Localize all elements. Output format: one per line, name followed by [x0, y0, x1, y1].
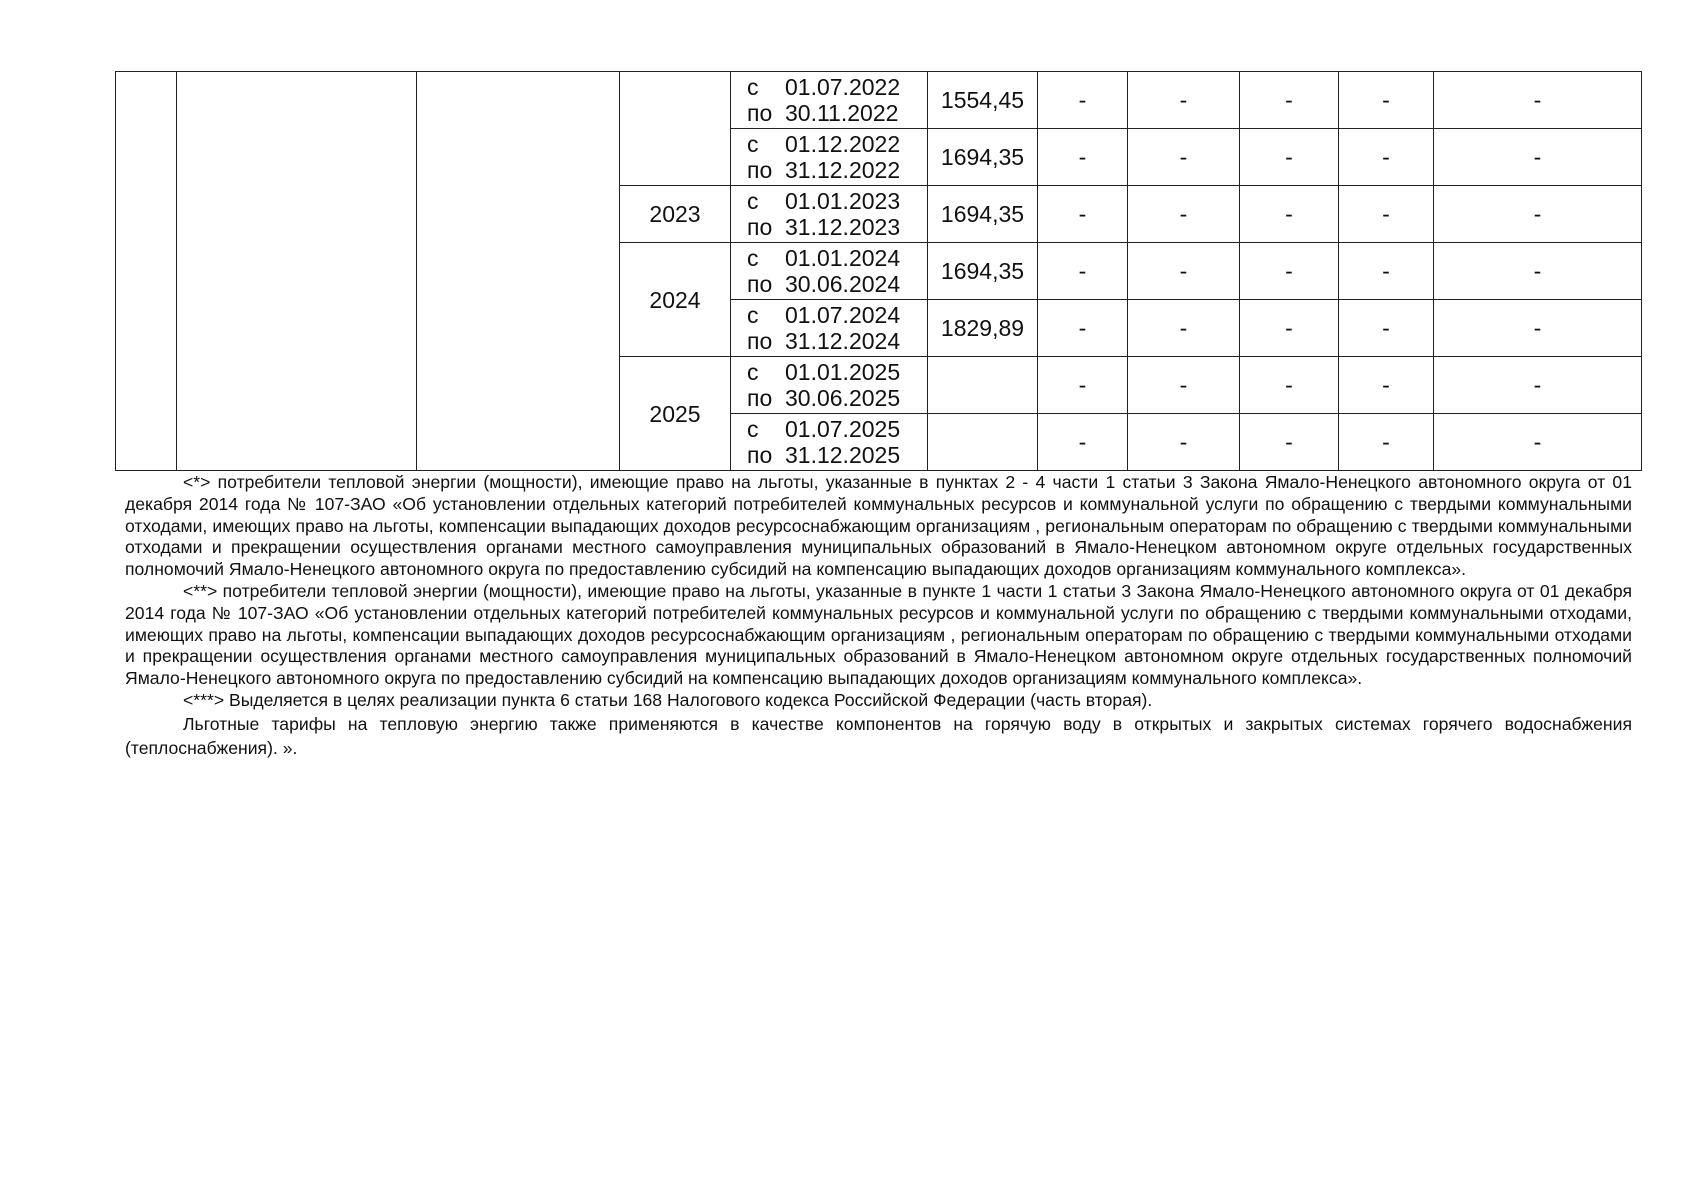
dash-cell: -: [1240, 129, 1339, 186]
year-cell: 2024: [620, 243, 731, 357]
period-cell: [731, 72, 928, 129]
dash-cell: -: [1038, 186, 1128, 243]
period-cell: [731, 186, 928, 243]
dash-cell: -: [1339, 186, 1434, 243]
footnote-one-star: <*> потребители тепловой энергии (мощности), имеющие право на льготы, указанные в пунктах 2 - 4 части 1 статьи 3 Закона Ямало-Ненецкого автономного округа от 01 декабря 2014 года № 107-ЗАО «Об установлении отдельных категорий потребителей коммунальных ресурсов и коммунальной услуги по обращению с твердыми коммунальными отходами, имеющих право на льготы, компенсации выпадающих доходов ресурсоснабжающим организациям , региональным операторам по обращению с твердыми коммунальными отходами и прекращении осуществления органами местного самоуправления муниципальных образований в Ямало-Ненецком автономном округе отдельных государственных полномочий Ямало-Ненецкого автономного округа по предоставлению субсидий на компенсацию выпадающих доходов организациям коммунального комплекса».: [125, 472, 1632, 580]
period-from-prefix: с: [747, 359, 759, 385]
dash-cell: -: [1128, 129, 1240, 186]
dash-cell: -: [1339, 72, 1434, 129]
dash-cell: -: [1038, 414, 1128, 471]
empty-cell-category: [417, 72, 620, 471]
period-to-prefix: по: [747, 442, 773, 468]
period-from-date: 01.01.2023: [785, 188, 901, 214]
dash-cell: -: [1128, 72, 1240, 129]
period-to-prefix: по: [747, 385, 773, 411]
period-from-prefix: с: [747, 74, 759, 100]
dash-cell: -: [1434, 300, 1642, 357]
period-to-date: 30.11.2022: [785, 100, 899, 126]
period-from-date: 01.12.2022: [785, 131, 901, 157]
tariff-value: 1694,35: [928, 129, 1038, 186]
tariff-value: [928, 357, 1038, 414]
dash-cell: -: [1240, 300, 1339, 357]
period-from-date: 01.07.2024: [785, 302, 901, 328]
period-cell: [731, 414, 928, 471]
period-from-prefix: с: [747, 131, 759, 157]
period-from-date: 01.07.2025: [785, 416, 901, 442]
dash-cell: -: [1434, 72, 1642, 129]
dash-cell: -: [1339, 357, 1434, 414]
dash-cell: -: [1038, 129, 1128, 186]
period-from-prefix: с: [747, 302, 759, 328]
period-to-date: 30.06.2024: [785, 271, 901, 297]
empty-cell-number: [116, 72, 177, 471]
dash-cell: -: [1128, 357, 1240, 414]
dash-cell: -: [1038, 357, 1128, 414]
tariff-table: [115, 71, 1642, 471]
period-to-prefix: по: [747, 157, 773, 183]
tariff-value: 1554,45: [928, 72, 1038, 129]
period-from-date: 01.01.2025: [785, 359, 901, 385]
dash-cell: -: [1434, 414, 1642, 471]
period-cell: [731, 357, 928, 414]
tariff-value: 1829,89: [928, 300, 1038, 357]
tariff-value: [928, 414, 1038, 471]
period-cell: [731, 300, 928, 357]
period-to-prefix: по: [747, 328, 773, 354]
dash-cell: -: [1240, 243, 1339, 300]
dash-cell: -: [1339, 300, 1434, 357]
period-cell: [731, 129, 928, 186]
dash-cell: -: [1038, 72, 1128, 129]
dash-cell: -: [1240, 357, 1339, 414]
dash-cell: -: [1434, 186, 1642, 243]
period-to-date: 31.12.2024: [785, 328, 901, 354]
tariff-value: 1694,35: [928, 243, 1038, 300]
empty-cell-year: [620, 72, 731, 186]
period-from-prefix: с: [747, 188, 759, 214]
dash-cell: -: [1434, 129, 1642, 186]
period-from-date: 01.01.2024: [785, 245, 901, 271]
period-from-prefix: с: [747, 245, 759, 271]
dash-cell: -: [1339, 129, 1434, 186]
dash-cell: -: [1128, 186, 1240, 243]
period-from-prefix: с: [747, 416, 759, 442]
tariff-value: 1694,35: [928, 186, 1038, 243]
footnotes: [125, 472, 1632, 760]
dash-cell: -: [1240, 414, 1339, 471]
dash-cell: -: [1038, 300, 1128, 357]
period-to-date: 31.12.2023: [785, 214, 901, 240]
table-row: [116, 72, 1642, 129]
period-to-prefix: по: [747, 271, 773, 297]
dash-cell: -: [1128, 300, 1240, 357]
dash-cell: -: [1240, 186, 1339, 243]
dash-cell: -: [1339, 414, 1434, 471]
year-cell: 2025: [620, 357, 731, 471]
footnote-two-star: <**> потребители тепловой энергии (мощности), имеющие право на льготы, указанные в пункте 1 части 1 статьи 3 Закона Ямало-Ненецкого автономного округа от 01 декабря 2014 года № 107-ЗАО «Об установлении отдельных категорий потребителей коммунальных ресурсов и коммунальной услуги по обращению с твердыми коммунальными отходами, имеющих право на льготы, компенсации выпадающих доходов ресурсоснабжающим организациям , региональным операторам по обращению с твердыми коммунальными отходами и прекращении осуществления органами местного самоуправления муниципальных образований в Ямало-Ненецком автономном округе отдельных государственных полномочий Ямало-Ненецкого автономного округа по предоставлению субсидий на компенсацию выпадающих доходов организациям коммунального комплекса».: [125, 580, 1632, 689]
period-from-date: 01.07.2022: [785, 74, 901, 100]
period-to-date: 30.06.2025: [785, 385, 901, 411]
period-to-date: 31.12.2022: [785, 157, 901, 183]
dash-cell: -: [1434, 243, 1642, 300]
footnote-hot-water: Льготные тарифы на тепловую энергию также применяются в качестве компонентов на горячую воду в открытых и закрытых системах горячего водоснабжения (теплоснабжения). ».: [125, 713, 1632, 758]
dash-cell: -: [1240, 72, 1339, 129]
period-to-date: 31.12.2025: [785, 442, 901, 468]
dash-cell: -: [1434, 357, 1642, 414]
footnote-three-star: <***> Выделяется в целях реализации пункта 6 статьи 168 Налогового кодекса Российской Федерации (часть вторая).: [183, 689, 1153, 710]
period-to-prefix: по: [747, 214, 773, 240]
dash-cell: -: [1128, 243, 1240, 300]
empty-cell-name: [177, 72, 417, 471]
year-cell: 2023: [620, 186, 731, 243]
period-cell: [731, 243, 928, 300]
period-to-prefix: по: [747, 100, 773, 126]
dash-cell: -: [1128, 414, 1240, 471]
dash-cell: -: [1339, 243, 1434, 300]
dash-cell: -: [1038, 243, 1128, 300]
